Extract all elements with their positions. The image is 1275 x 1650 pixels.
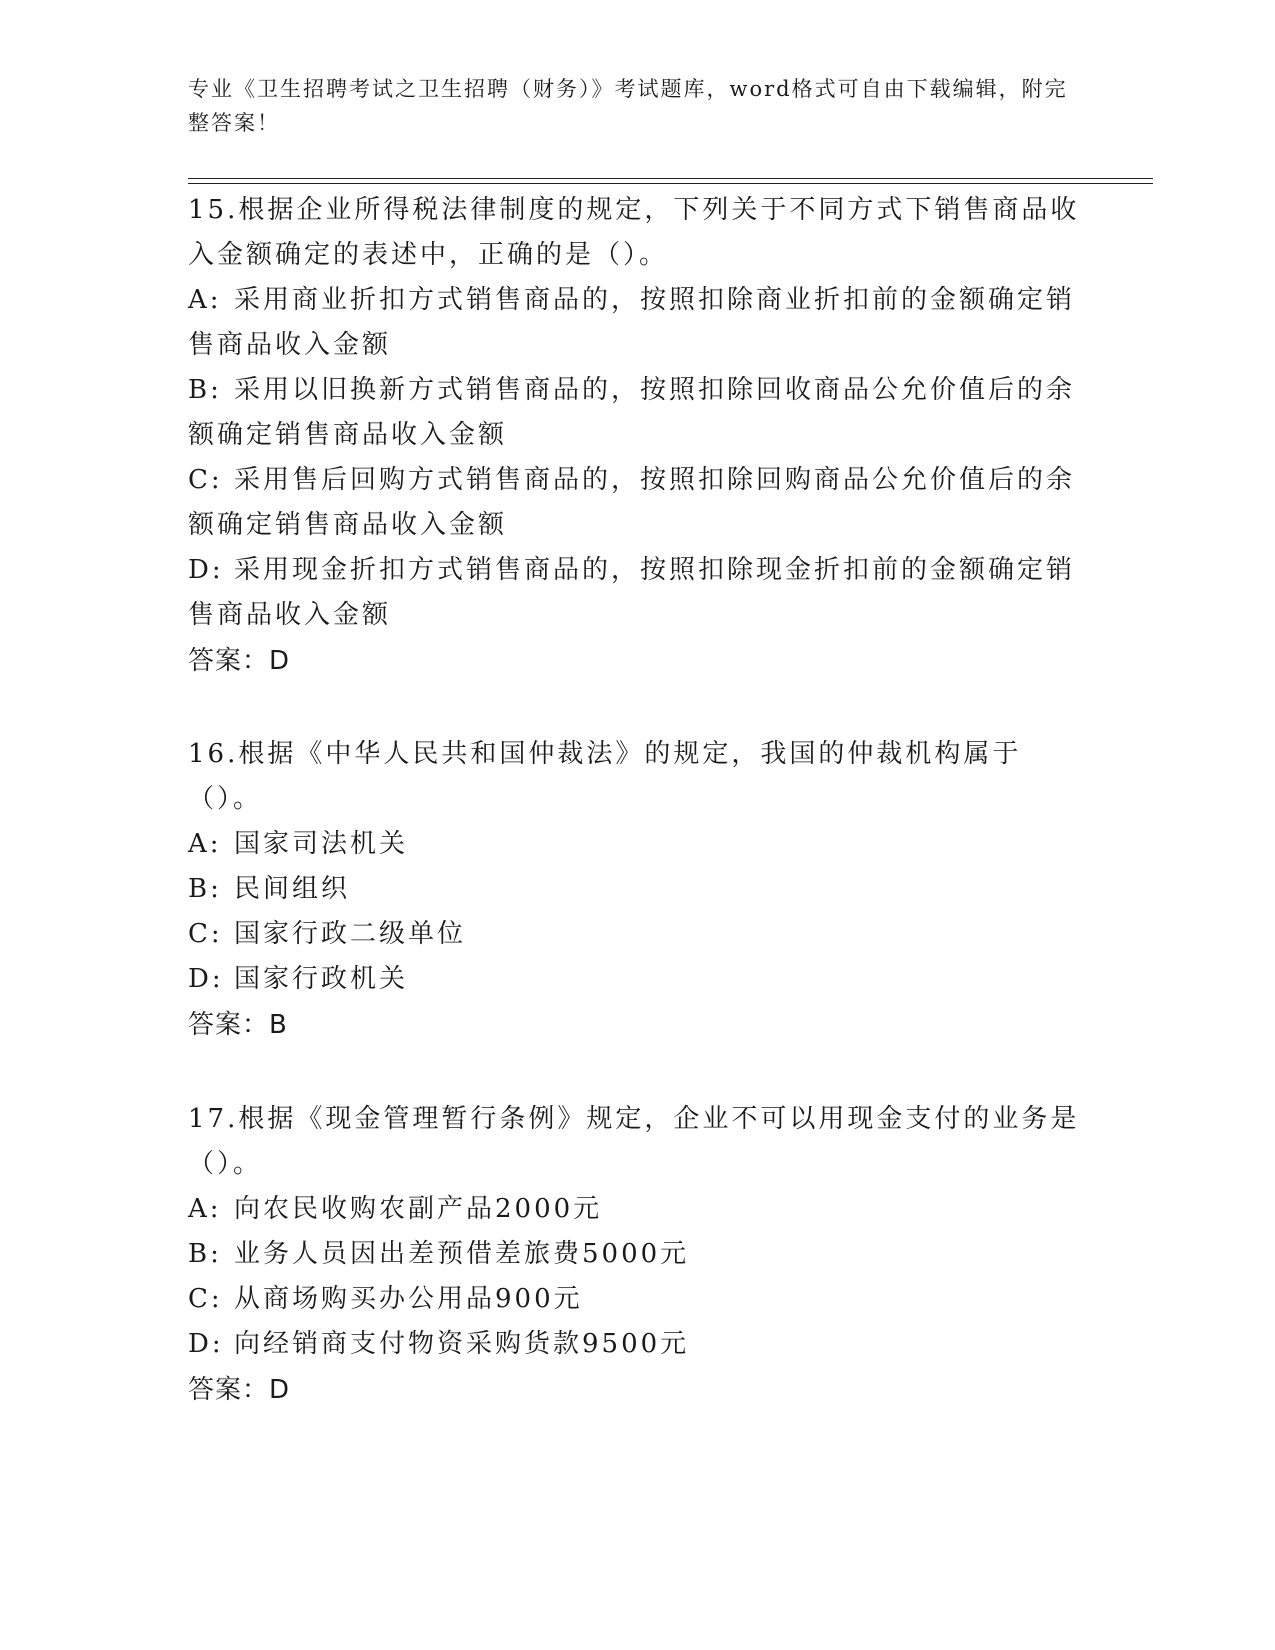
question-15 <box>188 188 1088 684</box>
option-text: 向经销商支付物资采购货款9500元 <box>234 1329 690 1359</box>
option-text: 民间组织 <box>234 874 351 904</box>
option-text: 采用售后回购方式销售商品的，按照扣除回购商品公允价值后的余额确定销售商品收入金额 <box>188 465 1076 540</box>
question-text: 17.根据《现金管理暂行条例》规定，企业不可以用现金支付的业务是（）。 <box>188 1104 1080 1179</box>
option-d <box>188 1322 1088 1367</box>
document-header: 专业《卫生招聘考试之卫生招聘（财务）》考试题库，word格式可自由下载编辑，附完整答案！ <box>188 77 1068 135</box>
question-text: 16.根据《中华人民共和国仲裁法》的规定，我国的仲裁机构属于（）。 <box>188 739 1022 814</box>
option-a <box>188 822 1088 867</box>
option-letter: A: <box>188 285 222 315</box>
option-b <box>188 867 1088 912</box>
option-a <box>188 1187 1088 1232</box>
option-letter: D: <box>188 555 224 585</box>
answer-line: 答案：D <box>188 646 291 676</box>
option-d <box>188 548 1088 638</box>
option-letter: C: <box>188 1284 223 1314</box>
option-text: 采用现金折扣方式销售商品的，按照扣除现金折扣前的金额确定销售商品收入金额 <box>188 555 1076 630</box>
question-text: 15.根据企业所得税法律制度的规定，下列关于不同方式下销售商品收入金额确定的表述中，正确的是（）。 <box>188 195 1080 270</box>
option-b <box>188 368 1088 458</box>
option-b <box>188 1232 1088 1277</box>
option-c <box>188 912 1088 957</box>
option-d <box>188 957 1088 1002</box>
option-text: 国家行政二级单位 <box>234 919 467 949</box>
option-letter: B: <box>188 375 222 405</box>
option-text: 向农民收购农副产品2000元 <box>234 1194 603 1224</box>
option-text: 采用以旧换新方式销售商品的，按照扣除回收商品公允价值后的余额确定销售商品收入金额 <box>188 375 1076 450</box>
option-letter: B: <box>188 874 222 904</box>
option-letter: A: <box>188 829 222 859</box>
option-text: 从商场购买办公用品900元 <box>234 1284 583 1314</box>
question-17 <box>188 1097 1088 1413</box>
header-rule-bottom <box>188 183 1153 184</box>
option-text: 国家司法机关 <box>234 829 409 859</box>
header-rule-top <box>188 178 1153 179</box>
option-c <box>188 458 1088 548</box>
option-letter: D: <box>188 964 224 994</box>
option-letter: A: <box>188 1194 222 1224</box>
option-a <box>188 278 1088 368</box>
answer-line: 答案：B <box>188 1010 288 1040</box>
question-16 <box>188 732 1088 1048</box>
option-letter: C: <box>188 919 223 949</box>
option-letter: D: <box>188 1329 224 1359</box>
option-letter: C: <box>188 465 223 495</box>
option-c <box>188 1277 1088 1322</box>
option-text: 国家行政机关 <box>234 964 409 994</box>
option-text: 业务人员因出差预借差旅费5000元 <box>234 1239 690 1269</box>
answer-line: 答案：D <box>188 1375 291 1405</box>
option-letter: B: <box>188 1239 222 1269</box>
option-text: 采用商业折扣方式销售商品的，按照扣除商业折扣前的金额确定销售商品收入金额 <box>188 285 1076 360</box>
